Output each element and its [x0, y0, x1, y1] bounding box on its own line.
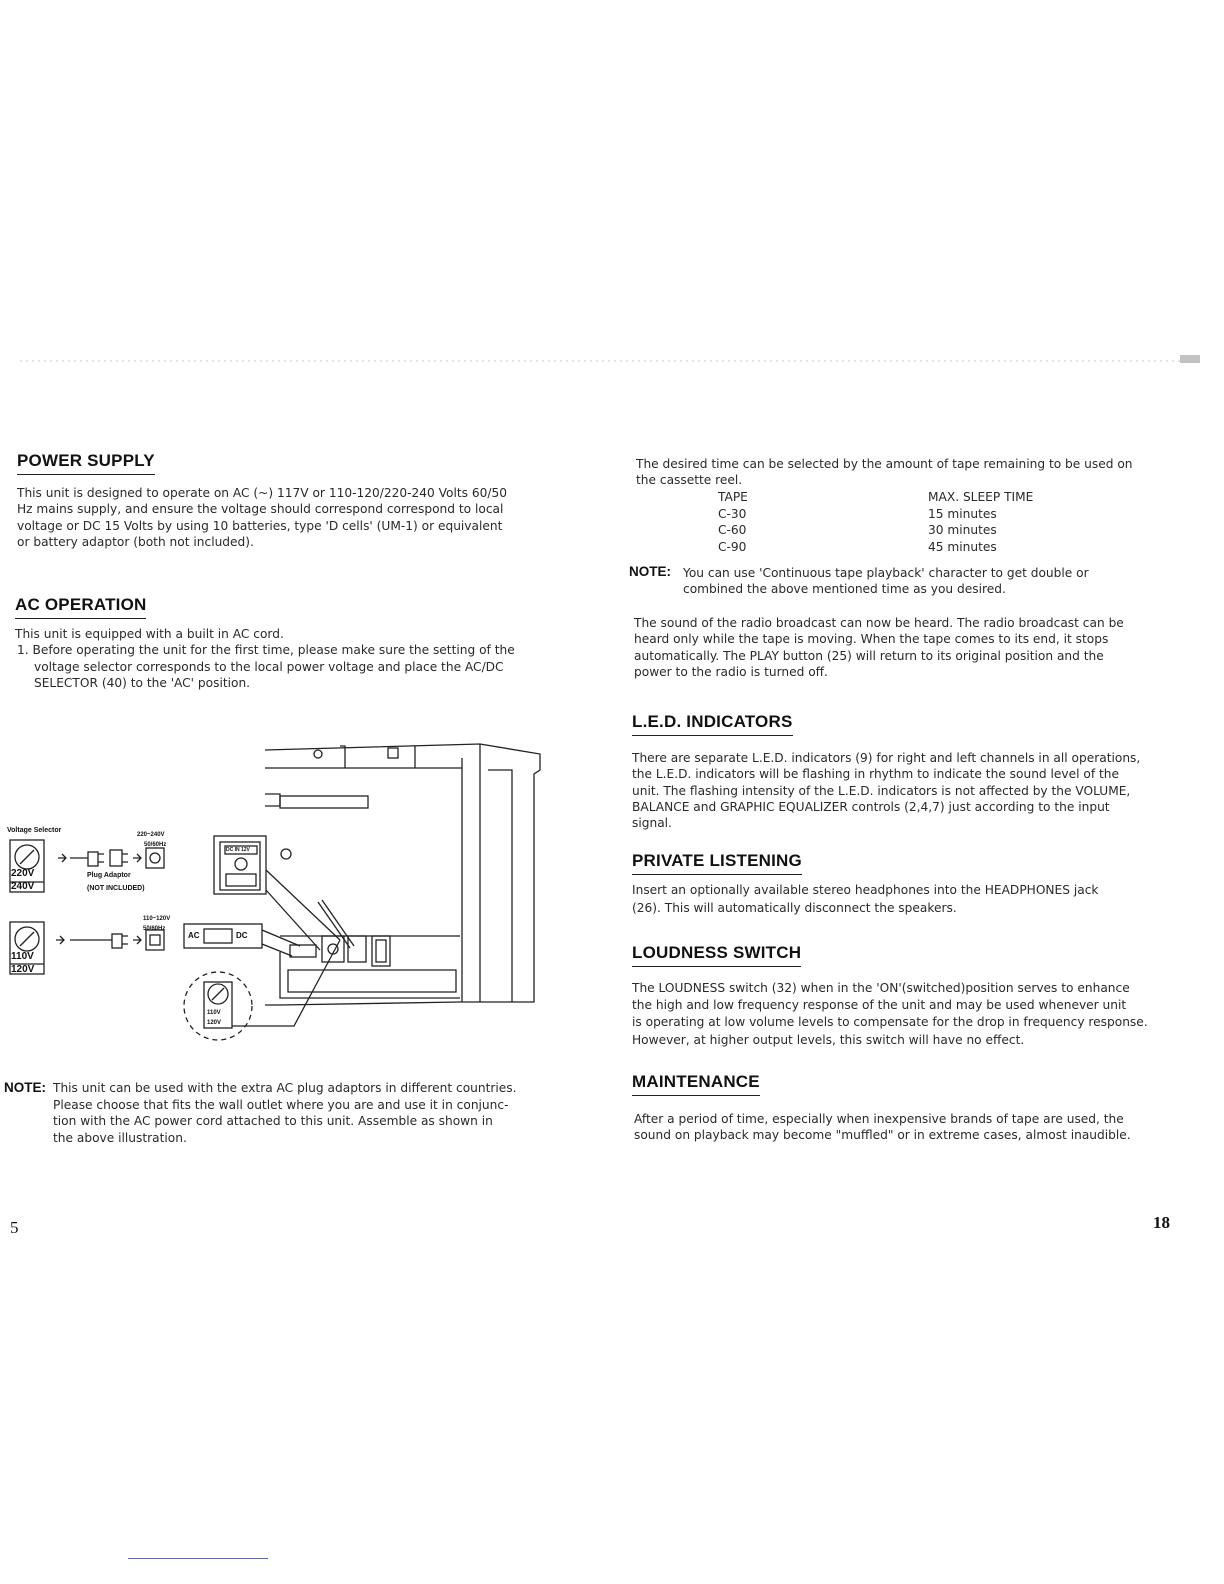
text-line: the L.E.D. indicators will be flashing in rhythm to indicate the sound level of the [632, 767, 1120, 781]
text-line: Insert an optionally available stereo headphones into the HEADPHONES jack [632, 883, 1099, 897]
dc-in-label: DC IN 12V [226, 847, 250, 853]
text-line: After a period of time, especially when inexpensive brands of tape are used, the [634, 1112, 1124, 1126]
dc-switch-label: DC [236, 931, 248, 940]
ac-connection-illustration [0, 740, 560, 1045]
freq-50-60-label-2: 50/60Hz [143, 926, 166, 932]
text-line: 1. Before operating the unit for the first time, please make sure the setting of the [17, 643, 515, 657]
voltage-selector-label: Voltage Selector [7, 827, 62, 834]
text-line: is operating at low volume levels to compensate for the drop in frequency response. [632, 1015, 1148, 1029]
text-line: SELECTOR (40) to the 'AC' position. [34, 676, 251, 690]
sleep-time-table [718, 489, 1078, 555]
led-indicators-heading: L.E.D. INDICATORS [632, 712, 793, 736]
text-line: power to the radio is turned off. [634, 665, 828, 679]
text-line: sound on playback may become "muffled" or in extreme cases, almost inaudible. [634, 1128, 1131, 1142]
text-line: There are separate L.E.D. indicators (9) for right and left channels in all operations, [632, 751, 1141, 765]
text-line: (26). This will automatically disconnect the speakers. [632, 901, 957, 915]
text-line: This unit is designed to operate on AC (~) 117V or 110-120/220-240 Volts 60/50 [17, 486, 507, 500]
text-line: The desired time can be selected by the amount of tape remaining to be used on [636, 457, 1133, 471]
text-line: signal. [632, 816, 672, 830]
text-line: However, at higher output levels, this switch will have no effect. [632, 1033, 1025, 1047]
text-line: The LOUDNESS switch (32) when in the 'ON'(switched)position serves to enhance [632, 981, 1130, 995]
power-supply-heading: POWER SUPPLY [17, 451, 155, 475]
text-line: automatically. The PLAY button (25) will return to its original position and the [634, 649, 1104, 663]
range-110-120-label: 110~120V [143, 916, 171, 922]
loudness-switch-heading: LOUDNESS SWITCH [632, 943, 801, 967]
plug-adaptor-label: Plug Adaptor [87, 872, 131, 879]
range-220-240-label: 220~240V [137, 832, 165, 838]
text-line: voltage or DC 15 Volts by using 10 batteries, type 'D cells' (UM-1) or equivalent [17, 519, 503, 533]
table-cell: 15 minutes [928, 506, 997, 521]
text-line: or battery adaptor (both not included). [17, 535, 254, 549]
header-tape: TAPE [718, 490, 748, 504]
text-line: voltage selector corresponds to the local power voltage and place the AC/DC [34, 660, 504, 674]
table-cell: C-30 [718, 506, 747, 521]
detail-120v-label: 120V [207, 1020, 222, 1026]
detail-110v-label: 110V [207, 1010, 221, 1016]
text-line: Please choose that fits the wall outlet where you are and use it in conjunc- [53, 1098, 509, 1112]
text-line: tion with the AC power cord attached to this unit. Assemble as shown in [53, 1114, 493, 1128]
text-line: combined the above mentioned time as you desired. [683, 582, 1006, 596]
table-cell: 30 minutes [928, 523, 997, 538]
text-line: unit. The flashing intensity of the L.E.D. indicators is not affected by the VOLUME, [632, 784, 1131, 798]
maintenance-heading: MAINTENANCE [632, 1072, 760, 1096]
voltage-220-label: 220V [11, 868, 35, 879]
table-header-row [718, 489, 1078, 506]
text-line: the cassette reel. [636, 473, 743, 487]
table-row [718, 522, 1078, 539]
voltage-110-label: 110V [11, 951, 34, 962]
table-row [718, 506, 1078, 523]
page-number: 18 [1153, 1213, 1170, 1232]
text-line: The sound of the radio broadcast can now be heard. The radio broadcast can be [634, 616, 1124, 630]
page-number: 5 [10, 1218, 19, 1237]
voltage-240-label: 240V [11, 881, 35, 892]
voltage-120-label: 120V [11, 964, 35, 975]
table-cell: 45 minutes [928, 539, 997, 554]
text-line: You can use 'Continuous tape playback' character to get double or [683, 566, 1089, 580]
private-listening-heading: PRIVATE LISTENING [632, 851, 802, 875]
freq-50-60-label: 50/60Hz [144, 842, 167, 848]
table-cell: C-60 [718, 523, 747, 538]
text-line: BALANCE and GRAPHIC EQUALIZER controls (2,4,7) just according to the input [632, 800, 1110, 814]
not-included-label: (NOT INCLUDED) [87, 885, 145, 892]
table-row [718, 539, 1078, 556]
text-line: heard only while the tape is moving. When the tape comes to its end, it stops [634, 632, 1109, 646]
text-line: Hz mains supply, and ensure the voltage should correspond correspond to local [17, 502, 504, 516]
header-max-sleep: MAX. SLEEP TIME [928, 490, 1034, 504]
text-line: This unit is equipped with a built in AC cord. [15, 627, 284, 641]
radio-rear-drawing [0, 740, 560, 1045]
text-line: the above illustration. [53, 1131, 187, 1145]
note-label: NOTE: [629, 564, 671, 579]
right-page [612, 0, 1224, 1584]
text-line: the high and low frequency response of the unit and may be used whenever unit [632, 998, 1127, 1012]
ac-switch-label: AC [188, 931, 200, 940]
note-label: NOTE: [4, 1080, 46, 1095]
bottom-rule [128, 1558, 268, 1559]
text-line: This unit can be used with the extra AC plug adaptors in different countries. [53, 1081, 517, 1095]
table-cell: C-90 [718, 539, 747, 554]
ac-operation-heading: AC OPERATION [15, 595, 146, 619]
